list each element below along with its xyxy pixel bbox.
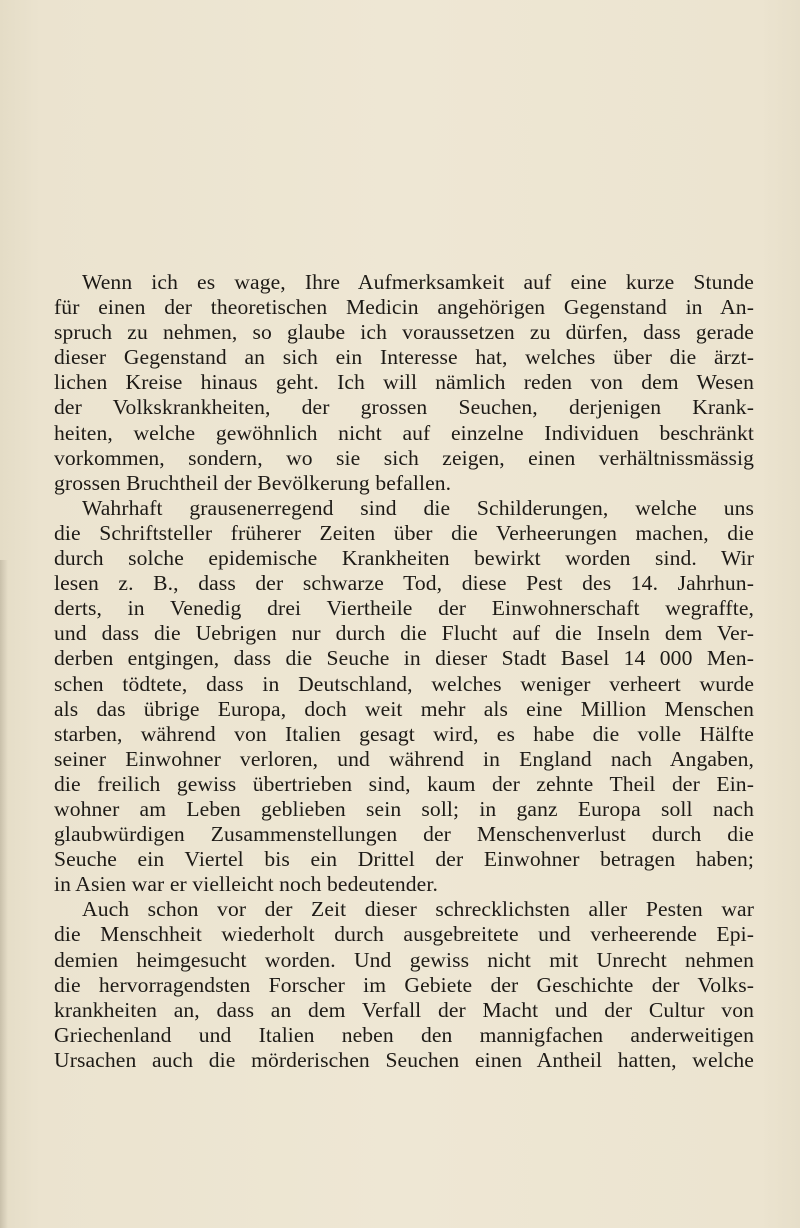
text-line: demien heimgesucht worden. Und gewiss nicht mit Unrecht nehmen — [54, 947, 754, 972]
text-line: Wahrhaft grausenerregend sind die Schilderungen, welche uns — [82, 495, 754, 520]
text-line: Wenn ich es wage, Ihre Aufmerksamkeit auf eine kurze Stunde — [82, 270, 754, 294]
text-line: wohner am Leben geblieben sein soll; in ganz Europa soll nach — [54, 796, 754, 821]
text-line: seiner Einwohner verloren, und während in England nach Angaben, — [54, 746, 754, 771]
text-line: dieser Gegenstand an sich ein Interesse hat, welches über die ärzt- — [54, 345, 754, 370]
text-line: und dass die Uebrigen nur durch die Flucht auf die Inseln dem Ver- — [54, 621, 754, 646]
text-line: die Schriftsteller früherer Zeiten über die Verheerungen machen, die — [54, 520, 754, 545]
body-text — [54, 270, 754, 1073]
text-line: derts, in Venedig drei Viertheile der Einwohnerschaft wegraffte, — [54, 596, 754, 621]
text-line: glaubwürdigen Zusammenstellungen der Menschenverlust durch die — [54, 822, 754, 847]
text-line: lichen Kreise hinaus geht. Ich will nämlich reden von dem Wesen — [54, 370, 754, 395]
text-line: heiten, welche gewöhnlich nicht auf einzelne Individuen beschränkt — [54, 420, 754, 445]
text-line: in Asien war er vielleicht noch bedeutender. — [54, 872, 438, 897]
text-line: lesen z. B., dass der schwarze Tod, diese Pest des 14. Jahrhun- — [54, 571, 754, 596]
text-line: die hervorragendsten Forscher im Gebiete der Geschichte der Volks- — [54, 972, 754, 997]
page-edge-shadow — [0, 560, 8, 1228]
text-line: als das übrige Europa, doch weit mehr als eine Million Menschen — [54, 696, 754, 721]
text-line: Seuche ein Viertel bis ein Drittel der Einwohner betragen haben; — [54, 847, 754, 872]
text-line: für einen der theoretischen Medicin angehörigen Gegenstand in An- — [54, 295, 754, 320]
text-line: Griechenland und Italien neben den mannigfachen anderweitigen — [54, 1022, 754, 1047]
text-line: der Volkskrankheiten, der grossen Seuchen, derjenigen Krank- — [54, 395, 754, 420]
text-line: die Menschheit wiederholt durch ausgebreitete und verheerende Epi- — [54, 922, 754, 947]
text-line: spruch zu nehmen, so glaube ich voraussetzen zu dürfen, dass gerade — [54, 320, 754, 345]
text-line: Auch schon vor der Zeit dieser schrecklichsten aller Pesten war — [82, 897, 754, 922]
text-line: die freilich gewiss übertrieben sind, kaum der zehnte Theil der Ein- — [54, 771, 754, 796]
text-line: krankheiten an, dass an dem Verfall der Macht und der Cultur von — [54, 997, 754, 1022]
text-line: derben entgingen, dass die Seuche in dieser Stadt Basel 14 000 Men- — [54, 646, 754, 671]
text-line: vorkommen, sondern, wo sie sich zeigen, einen verhältnissmässig — [54, 445, 754, 470]
text-line: Ursachen auch die mörderischen Seuchen einen Antheil hatten, welche — [54, 1047, 754, 1072]
text-line: schen tödtete, dass in Deutschland, welches weniger verheert wurde — [54, 671, 754, 696]
text-line: grossen Bruchtheil der Bevölkerung befallen. — [54, 470, 452, 495]
text-line: starben, während von Italien gesagt wird, es habe die volle Hälfte — [54, 721, 754, 746]
text-line: durch solche epidemische Krankheiten bewirkt worden sind. Wir — [54, 546, 754, 571]
